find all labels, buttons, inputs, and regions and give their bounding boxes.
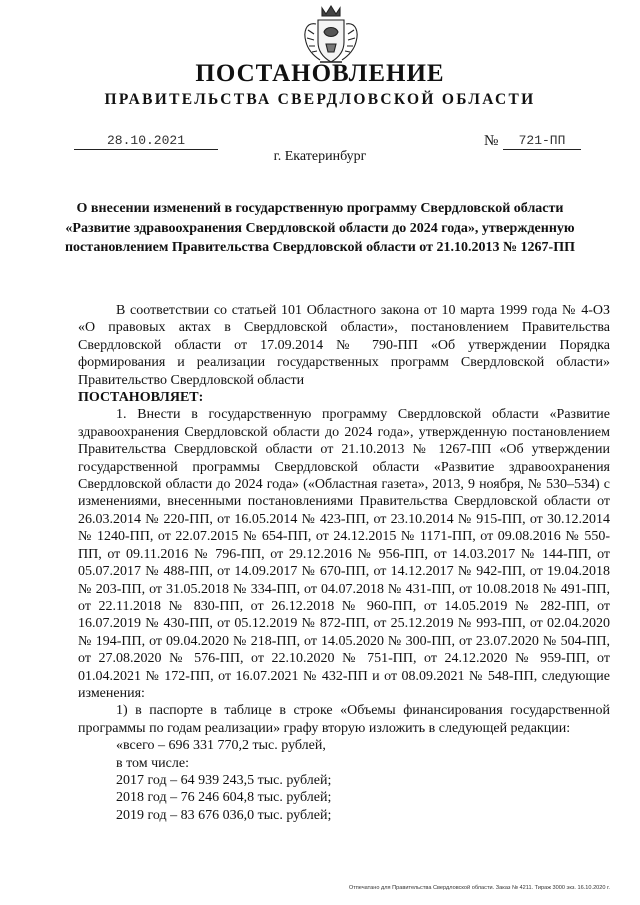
- document-body: [78, 302, 610, 824]
- document-subject: О внесении изменений в государственную программу Свердловской области «Развитие здравоохранения Свердловской области до 2024 года», утвержденную постановлением Правительства Свердловской области от 21.10.2013 № 1267-ПП: [64, 201, 575, 255]
- point-1-paragraph: 1. Внести в государственную программу Свердловской области «Развитие здравоохранения Свердловской области до 2024 года», утвержденную постановлением Правительства Свердловской области от 21.10.2013 № 1267-ПП «Об утверждении государственной программы Свердловской области «Развитие здравоохранения Свердловской области до 2024 года» («Областная газета», 2013, 9 ноября, № 530–534) с изменениями, внесенными постановлениями Правительства Свердловской области от 26.03.2014 № 220-ПП, от 16.05.2014 № 423-ПП, от 23.10.2014 № 915-ПП, от 30.12.2014 № 1240-ПП, от 22.07.2015 № 654-ПП, от 24.12.2015 № 1171-ПП, от 09.08.2016 № 550-ПП, от 09.11.2016 № 796-ПП, от 29.12.2016 № 956-ПП, от 14.03.2017 № 144-ПП, от 05.07.2017 № 488-ПП, от 14.09.2017 № 670-ПП, от 14.12.2017 № 942-ПП, от 19.04.2018 № 203-ПП, от 31.05.2018 № 334-ПП, от 04.07.2018 № 431-ПП, от 10.08.2018 № 491-ПП, от 22.11.2018 № 830-ПП, от 26.12.2018 № 960-ПП, от 14.05.2019 № 282-ПП, от 16.07.2019 № 430-ПП, от 05.12.2019 № 872-ПП, от 25.12.2019 № 993-ПП, от 02.04.2020 № 194-ПП, от 09.04.2020 № 218-ПП, от 14.05.2020 № 300-ПП, от 23.07.2020 № 504-ПП, от 27.08.2020 № 576-ПП, от 22.10.2020 № 751-ПП, от 24.12.2020 № 959-ПП, от 01.04.2021 № 172-ПП, от 16.07.2021 № 432-ПП и от 08.09.2021 № 548-ПП, следующие изменения:: [78, 407, 610, 701]
- city: г. Екатеринбург: [273, 149, 367, 164]
- coat-of-arms-emblem: [300, 2, 362, 68]
- quote-line: в том числе:: [116, 755, 189, 771]
- quote-line: 2018 год – 76 246 604,8 тыс. рублей;: [116, 790, 332, 806]
- document-title: ПОСТАНОВЛЕНИЕ: [195, 60, 445, 87]
- number-label: №: [484, 133, 499, 149]
- quote-line: 2017 год – 64 939 243,5 тыс. рублей;: [116, 772, 332, 788]
- resolves-heading: ПОСТАНОВЛЯЕТ:: [78, 390, 204, 406]
- document-subtitle: ПРАВИТЕЛЬСТВА СВЕРДЛОВСКОЙ ОБЛАСТИ: [104, 91, 536, 108]
- quote-line: 2019 год – 83 676 036,0 тыс. рублей;: [116, 807, 332, 823]
- print-footer: Отпечатано для Правительства Свердловской области. Заказ № 4211. Тираж 3000 экз. 16.10.2020 г.: [348, 885, 610, 891]
- document-number: 721-ПП: [503, 133, 581, 150]
- subpoint-1-paragraph: 1) в паспорте в таблице в строке «Объемы финансирования государственной программы по годам реализации» графу вторую изложить в следующей редакции:: [78, 703, 610, 736]
- quote-line: «всего – 696 331 770,2 тыс. рублей,: [116, 738, 326, 754]
- document-date: 28.10.2021: [74, 133, 218, 150]
- intro-paragraph: В соответствии со статьей 101 Областного закона от 10 марта 1999 года № 4-ОЗ «О правовых актах в Свердловской области», постановлением Правительства Свердловской области от 17.09.2014 № 790-ПП «Об утверждении Порядка формирования и реализации государственных программ Свердловской области» Правительство Свердловской области: [78, 303, 610, 388]
